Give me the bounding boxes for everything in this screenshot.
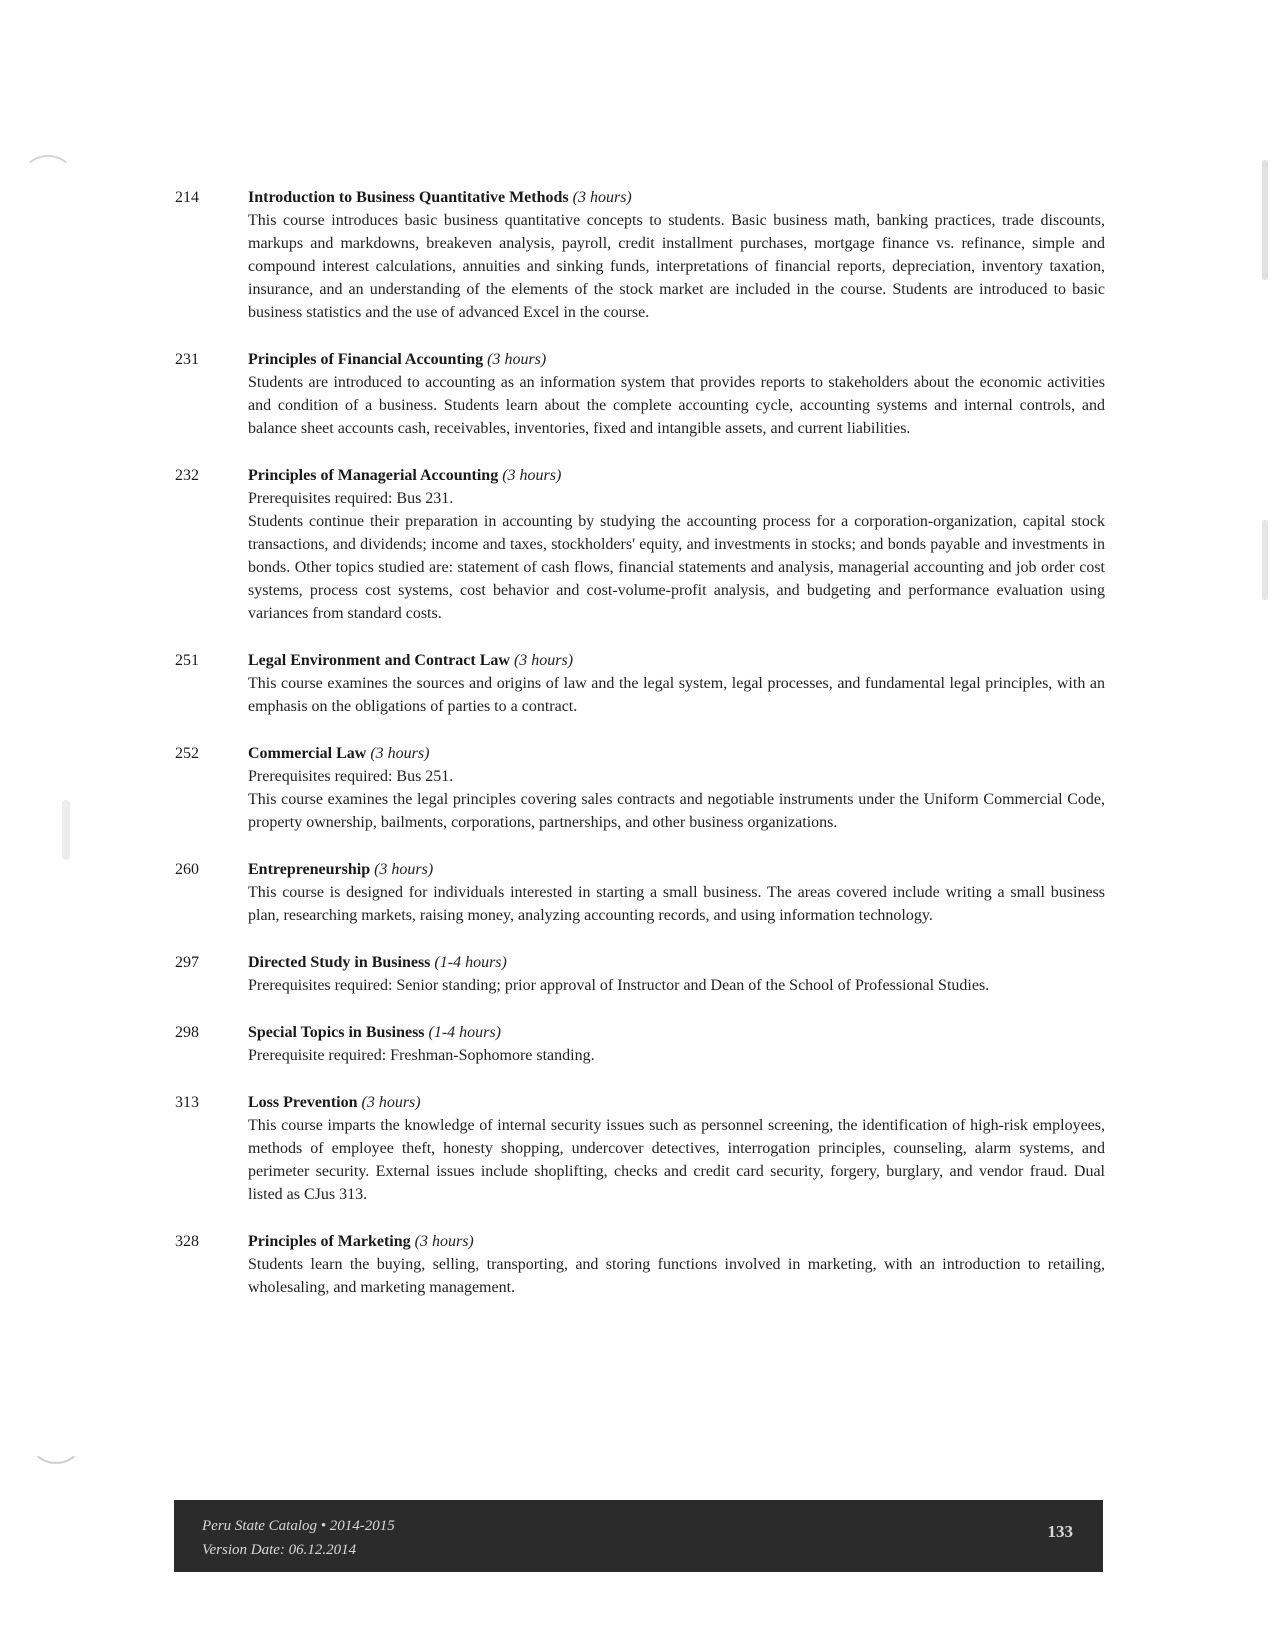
- course-description: This course introduces basic business quantitative concepts to students. Basic business math, banking practices, trade discounts, markups and markdowns, breakeven analysis, payroll, credit installment purchases, mortgage finance vs. refinance, simple and compound interest calculations, annuities and sinking funds, interpretations of financial reports, depreciation, inventory taxation, insurance, and an understanding of the elements of the stock market are included in the course. Students are introduced to basic business statistics and the use of advanced Excel in the course.: [248, 212, 1105, 321]
- course-hours: (3 hours): [414, 1233, 474, 1250]
- course-description: Prerequisite required: Freshman-Sophomore standing.: [248, 1047, 595, 1064]
- course-body: [248, 186, 1105, 324]
- scan-artifact: [30, 1420, 82, 1464]
- course-body: [248, 464, 1105, 625]
- course-description: This course examines the legal principles covering sales contracts and negotiable instruments under the Uniform Commercial Code, property ownership, bailments, corporations, partnerships, and other business organizations.: [248, 791, 1105, 831]
- course-body: [248, 1021, 1105, 1067]
- course-hours: (3 hours): [487, 351, 547, 368]
- course-body: [248, 1230, 1105, 1299]
- scan-artifact: [22, 155, 74, 199]
- course-body: [248, 951, 1105, 997]
- course-title: Principles of Managerial Accounting: [248, 467, 499, 484]
- course-number: 297: [175, 954, 199, 971]
- course-prerequisite: Prerequisites required: Bus 231.: [248, 490, 454, 507]
- course-hours: (3 hours): [374, 861, 434, 878]
- course-body: [248, 742, 1105, 834]
- course-title: Introduction to Business Quantitative Methods: [248, 189, 569, 206]
- version-date: Version Date: 06.12.2014: [202, 1542, 357, 1558]
- footer-info: [202, 1514, 395, 1562]
- course-title: Commercial Law: [248, 745, 367, 762]
- course-hours: (1-4 hours): [434, 954, 507, 971]
- course-description: This course imparts the knowledge of internal security issues such as personnel screening, the identification of high-risk employees, methods of employee theft, honesty shopping, undercover detectives, interrogation principles, counseling, alarm systems, and perimeter security. External issues include shoplifting, checks and credit card security, forgery, burglary, and vendor fraud. Dual listed as CJus 313.: [248, 1117, 1105, 1203]
- course-hours: (3 hours): [370, 745, 430, 762]
- course-description: Students learn the buying, selling, transporting, and storing functions involved in marketing, with an introduction to retailing, wholesaling, and marketing management.: [248, 1256, 1105, 1296]
- course-body: [248, 858, 1105, 927]
- course-title: Loss Prevention: [248, 1094, 358, 1111]
- course-hours: (1-4 hours): [428, 1024, 501, 1041]
- course-description: Students are introduced to accounting as an information system that provides reports to stakeholders about the economic activities and condition of a business. Students learn about the complete accounting cycle, accounting systems and internal controls, and balance sheet accounts cash, receivables, inventories, fixed and intangible assets, and current liabilities.: [248, 374, 1105, 437]
- course-entry: [175, 742, 1105, 834]
- scan-artifact: [1262, 520, 1268, 600]
- page-footer: [174, 1500, 1103, 1572]
- course-number: 232: [175, 467, 199, 484]
- course-title: Principles of Financial Accounting: [248, 351, 484, 368]
- catalog-title: Peru State Catalog • 2014-2015: [202, 1518, 395, 1534]
- course-title: Special Topics in Business: [248, 1024, 425, 1041]
- course-list: [175, 186, 1105, 1323]
- course-hours: (3 hours): [513, 652, 574, 669]
- course-description: This course examines the sources and origins of law and the legal system, legal processes, and fundamental legal principles, with an emphasis on the obligations of parties to a contract.: [248, 675, 1105, 715]
- course-number: 231: [175, 351, 199, 368]
- page-number: 133: [1047, 1522, 1073, 1541]
- scan-artifact: [62, 800, 70, 860]
- course-description: Students continue their preparation in accounting by studying the accounting process for a corporation-organization, capital stock transactions, and dividends; income and taxes, stockholders' equity, and investments in stocks; and bonds payable and investments in bonds. Other topics studied are: statement of cash flows, financial statements and analysis, managerial accounting and job order cost systems, process cost systems, cost behavior and cost-volume-profit analysis, and budgeting and performance evaluation using variances from standard costs.: [248, 513, 1105, 622]
- course-body: [248, 348, 1105, 440]
- course-entry: [175, 1230, 1105, 1299]
- course-entry: [175, 1091, 1105, 1206]
- course-number: 313: [175, 1094, 199, 1111]
- course-number: 251: [175, 652, 199, 669]
- course-number: 298: [175, 1024, 199, 1041]
- course-entry: [175, 649, 1105, 718]
- course-entry: [175, 1021, 1105, 1067]
- course-hours: (3 hours): [572, 189, 632, 206]
- course-description: This course is designed for individuals interested in starting a small business. The areas covered include writing a small business plan, researching markets, raising money, analyzing accounting records, and using information technology.: [248, 884, 1105, 924]
- course-title: Entrepreneurship: [248, 861, 371, 878]
- course-title: Principles of Marketing: [248, 1233, 411, 1250]
- course-number: 328: [175, 1233, 199, 1250]
- course-entry: [175, 951, 1105, 997]
- course-body: [248, 1091, 1105, 1206]
- course-entry: [175, 464, 1105, 625]
- course-hours: (3 hours): [502, 467, 562, 484]
- course-number: 260: [175, 861, 199, 878]
- course-number: 252: [175, 745, 199, 762]
- course-body: [248, 649, 1105, 718]
- course-entry: [175, 858, 1105, 927]
- course-title: Directed Study in Business: [248, 954, 431, 971]
- course-description: Prerequisites required: Senior standing; prior approval of Instructor and Dean of the School of Professional Studies.: [248, 977, 990, 994]
- course-number: 214: [175, 189, 199, 206]
- course-prerequisite: Prerequisites required: Bus 251.: [248, 768, 454, 785]
- course-hours: (3 hours): [361, 1094, 421, 1111]
- course-title: Legal Environment and Contract Law: [248, 652, 510, 669]
- course-entry: [175, 348, 1105, 440]
- scan-artifact: [1262, 160, 1268, 280]
- course-entry: [175, 186, 1105, 324]
